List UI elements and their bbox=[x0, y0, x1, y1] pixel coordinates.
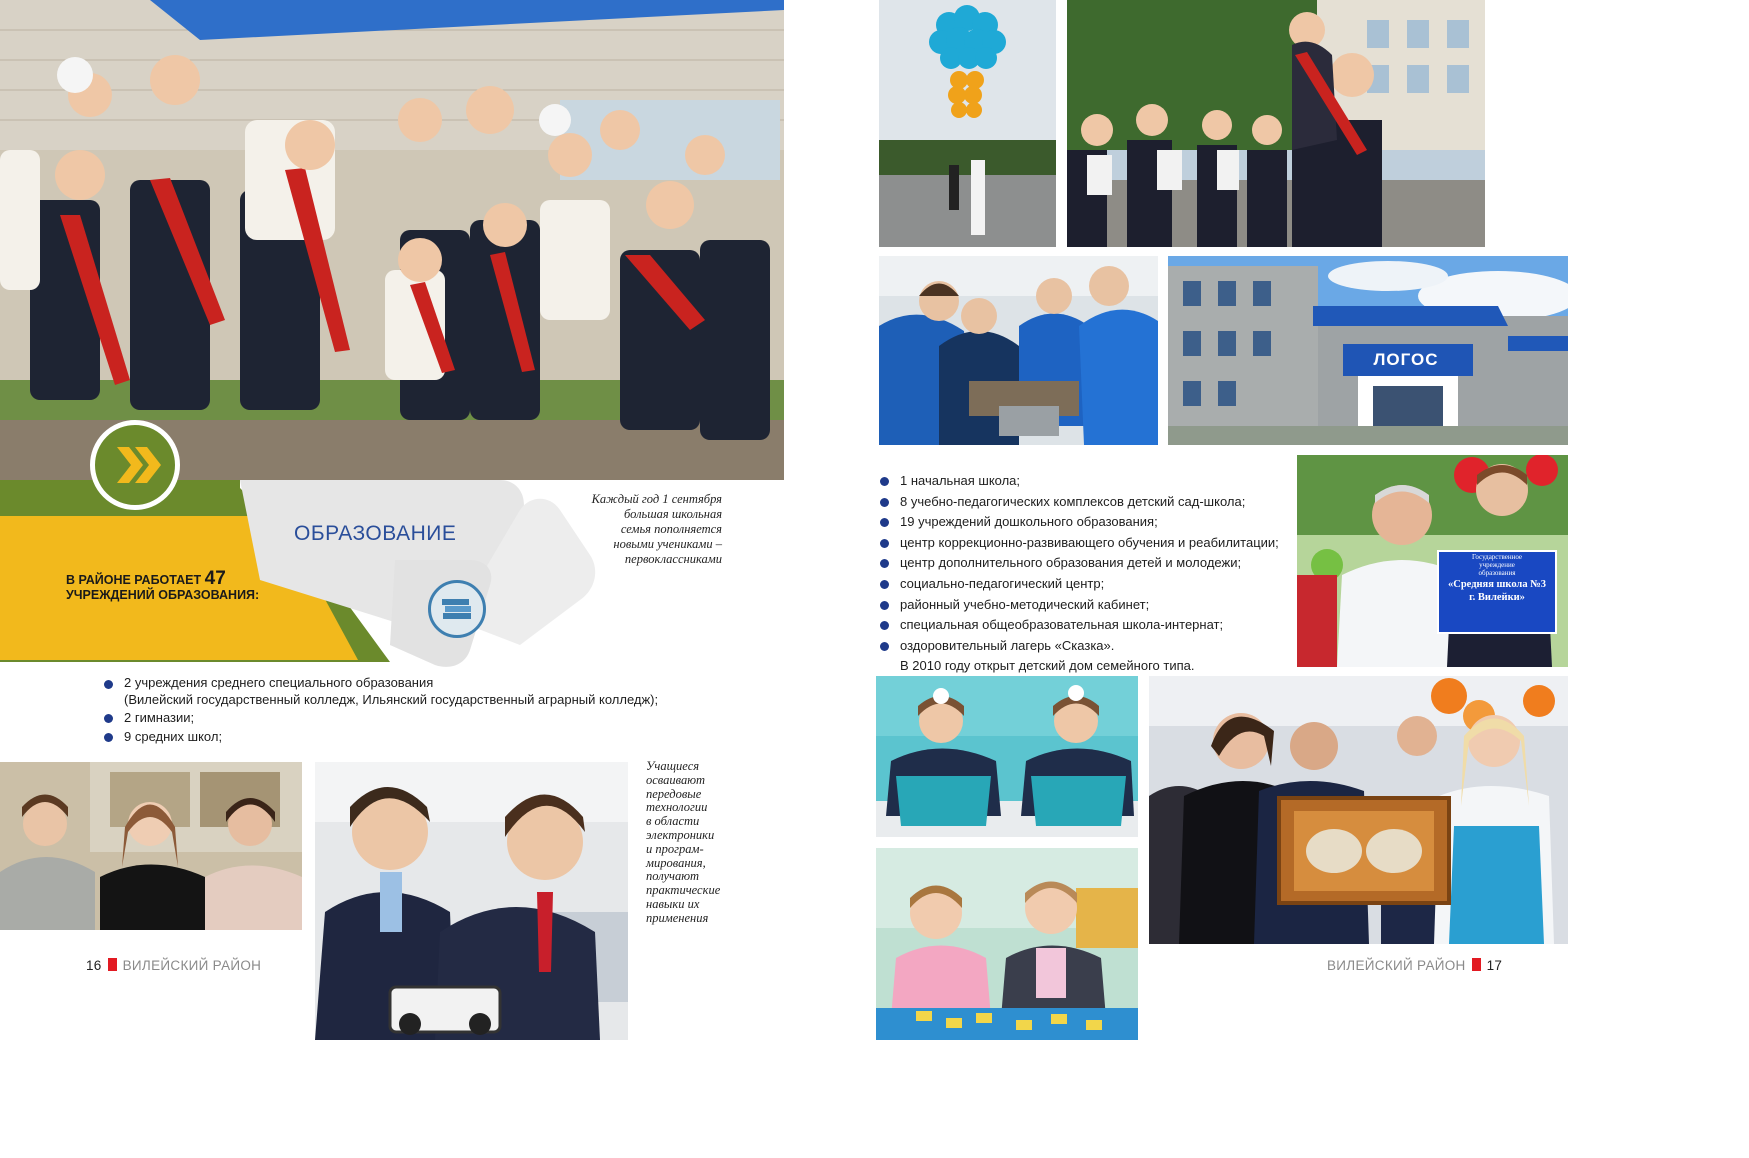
photo-balloons bbox=[879, 0, 1056, 247]
bullet-icon bbox=[880, 601, 889, 610]
chevron-badge-icon bbox=[90, 420, 180, 510]
caption-robotics: Учащиеся осваивают передовые технологии в области электроники и програм- мирования, получают практические навыки их применения bbox=[646, 759, 721, 925]
running-title: ВИЛЕЙСКИЙ РАЙОН bbox=[1327, 958, 1466, 973]
list-item: социально-педагогический центр; bbox=[876, 574, 1296, 595]
list-item: 19 учреждений дошкольного образования; bbox=[876, 512, 1296, 533]
list-item: 2 гимназии; bbox=[100, 708, 700, 727]
right-institutions-list bbox=[876, 471, 1296, 677]
bullet-icon bbox=[880, 642, 889, 651]
count-number: 47 bbox=[204, 568, 226, 589]
red-square-icon bbox=[108, 958, 117, 971]
bullet-icon bbox=[880, 518, 889, 527]
bullet-icon bbox=[104, 680, 113, 689]
red-square-icon bbox=[1472, 958, 1481, 971]
count-prefix: В РАЙОНЕ РАБОТАЕТ bbox=[66, 573, 202, 587]
institutions-count bbox=[66, 568, 260, 603]
building-sign: ЛОГОС bbox=[1373, 350, 1439, 369]
school-placard: Государственное учреждение образования «Средняя школа №3 г. Вилейки» bbox=[1448, 553, 1546, 603]
section-title: ОБРАЗОВАНИЕ bbox=[294, 522, 457, 545]
list-item: районный учебно-методический кабинет; bbox=[876, 595, 1296, 616]
photo-first-graders bbox=[0, 0, 784, 480]
list-item: центр дополнительного образования детей и молодежи; bbox=[876, 553, 1296, 574]
photo-workshop bbox=[879, 256, 1158, 445]
bullet-icon bbox=[880, 580, 889, 589]
list-item: 8 учебно-педагогических комплексов детский сад-школа; bbox=[876, 492, 1296, 513]
photo-last-bell bbox=[1067, 0, 1485, 247]
page-footer-left bbox=[86, 958, 261, 973]
bullet-icon bbox=[880, 539, 889, 548]
photo-teachers bbox=[0, 762, 302, 930]
photo-gift-presentation bbox=[1149, 676, 1568, 944]
photo-logos-building bbox=[1168, 256, 1568, 445]
bullet-icon bbox=[104, 714, 113, 723]
closing-line: В 2010 году открыт детский дом семейного типа. bbox=[900, 658, 1195, 674]
list-item: 9 средних школ; bbox=[100, 727, 700, 746]
page-number: 16 bbox=[86, 958, 102, 973]
bullet-icon bbox=[880, 621, 889, 630]
photo-kindergarten bbox=[876, 848, 1138, 1040]
bullet-icon bbox=[880, 559, 889, 568]
section-banner-shapes bbox=[0, 470, 600, 670]
bullet-icon bbox=[880, 477, 889, 486]
page-footer-right bbox=[1327, 958, 1502, 973]
running-title: ВИЛЕЙСКИЙ РАЙОН bbox=[122, 958, 262, 973]
page-number: 17 bbox=[1486, 958, 1503, 973]
list-item: 2 учреждения среднего специального образования (Вилейский государственный колледж, Ильянский государственный аграрный колледж); bbox=[100, 674, 700, 708]
bullet-icon bbox=[880, 498, 889, 507]
photo-robotics-students bbox=[315, 762, 628, 1040]
books-icon bbox=[428, 580, 486, 638]
count-suffix: УЧРЕЖДЕНИЙ ОБРАЗОВАНИЯ: bbox=[66, 588, 260, 602]
left-institutions-list bbox=[100, 674, 700, 746]
photo-girls-crafts bbox=[876, 676, 1138, 837]
bullet-icon bbox=[104, 733, 113, 742]
list-item: специальная общеобразовательная школа-интернат; bbox=[876, 615, 1296, 636]
list-item: центр коррекционно-развивающего обучения и реабилитации; bbox=[876, 533, 1296, 554]
list-item: оздоровительный лагерь «Сказка». bbox=[876, 636, 1296, 657]
list-item: 1 начальная школа; bbox=[876, 471, 1296, 492]
caption-first-graders: Каждый год 1 сентября большая школьная семья пополняется новыми учениками – первоклассниками bbox=[591, 492, 722, 566]
